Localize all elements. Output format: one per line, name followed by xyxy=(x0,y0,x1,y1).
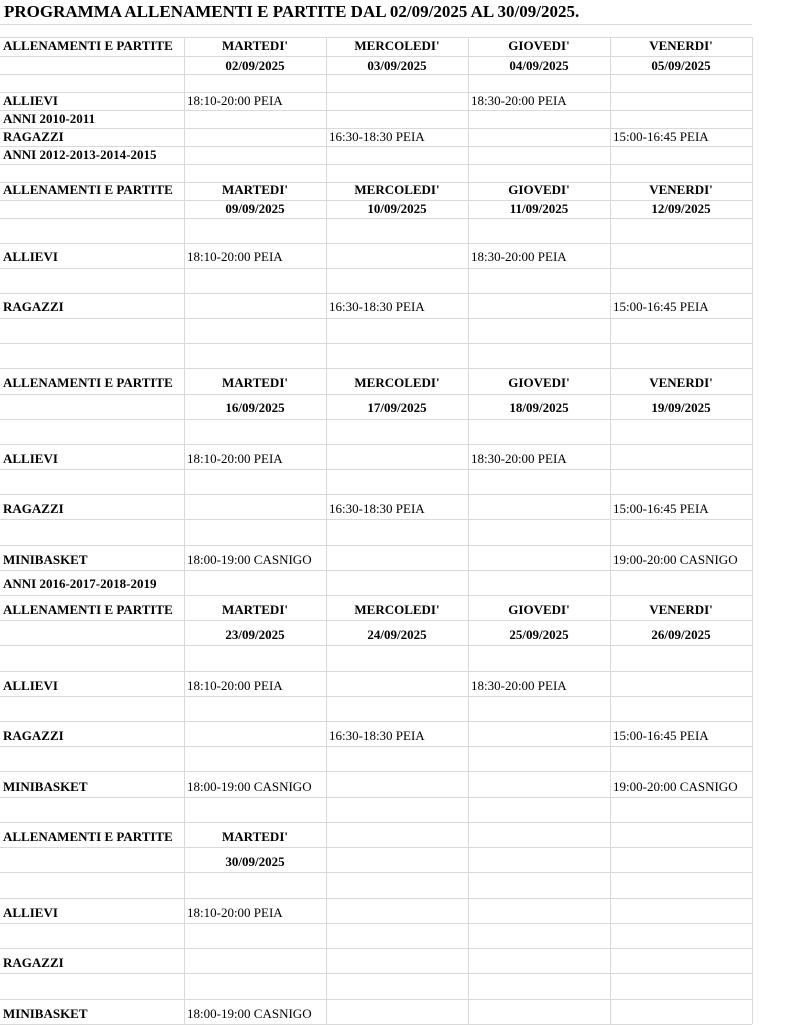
grid-row-line xyxy=(0,721,752,722)
schedule-cell: 15:00-16:45 PEIA xyxy=(613,501,709,516)
day-header: GIOVEDI' xyxy=(508,375,570,390)
row-label: ALLIEVI xyxy=(3,678,58,693)
row-label: ANNI 2012-2013-2014-2015 xyxy=(3,147,157,162)
date-header: 12/09/2025 xyxy=(651,201,711,216)
row-label: ALLIEVI xyxy=(3,93,58,108)
section-header-label: ALLENAMENTI E PARTITE xyxy=(3,182,173,197)
grid-row-line xyxy=(0,696,752,697)
row-label: RAGAZZI xyxy=(3,955,64,970)
day-header: VENERDI' xyxy=(649,182,713,197)
row-label: ANNI 2010-2011 xyxy=(3,111,96,126)
page-title: PROGRAMMA ALLENAMENTI E PARTITE DAL 02/09/2025 AL 30/09/2025. xyxy=(4,2,580,21)
day-header: MARTEDI' xyxy=(222,182,288,197)
grid-row-line xyxy=(0,368,752,369)
day-header: MERCOLEDI' xyxy=(354,375,440,390)
row-label: ANNI 2016-2017-2018-2019 xyxy=(3,576,157,591)
day-header: VENERDI' xyxy=(649,375,713,390)
grid-row-line xyxy=(0,872,752,873)
date-header: 30/09/2025 xyxy=(225,854,285,869)
schedule-cell: 18:30-20:00 PEIA xyxy=(471,678,567,693)
grid-row-line xyxy=(0,671,752,672)
grid-row-line xyxy=(0,268,752,269)
schedule-cell: 18:30-20:00 PEIA xyxy=(471,451,567,466)
grid-row-line xyxy=(0,948,752,949)
row-label: ALLIEVI xyxy=(3,249,58,264)
date-header: 23/09/2025 xyxy=(225,627,285,642)
day-header: MARTEDI' xyxy=(222,829,288,844)
schedule-cell: 18:30-20:00 PEIA xyxy=(471,93,567,108)
date-header: 25/09/2025 xyxy=(509,627,569,642)
day-header: VENERDI' xyxy=(649,38,713,53)
day-header: MERCOLEDI' xyxy=(354,182,440,197)
grid-row-line xyxy=(0,56,752,57)
date-header: 19/09/2025 xyxy=(651,400,711,415)
grid-row-line xyxy=(0,293,752,294)
grid-row-line xyxy=(0,771,752,772)
grid-row-line xyxy=(0,419,752,420)
grid-row-line xyxy=(0,898,752,899)
grid-row-line xyxy=(0,164,752,165)
day-header: MARTEDI' xyxy=(222,375,288,390)
row-label: ALLIEVI xyxy=(3,451,58,466)
day-header: GIOVEDI' xyxy=(508,38,570,53)
section-header-label: ALLENAMENTI E PARTITE xyxy=(3,829,173,844)
schedule-cell: 15:00-16:45 PEIA xyxy=(613,728,709,743)
grid-row-line xyxy=(0,74,752,75)
grid-row-line xyxy=(0,24,752,25)
date-header: 18/09/2025 xyxy=(509,400,569,415)
date-header: 10/09/2025 xyxy=(367,201,427,216)
schedule-cell: 18:10-20:00 PEIA xyxy=(187,451,283,466)
schedule-cell: 18:30-20:00 PEIA xyxy=(471,249,567,264)
row-label: MINIBASKET xyxy=(3,552,88,567)
date-header: 05/09/2025 xyxy=(651,58,711,73)
row-label: MINIBASKET xyxy=(3,779,88,794)
day-header: VENERDI' xyxy=(649,602,713,617)
grid-row-line xyxy=(0,595,752,596)
day-header: GIOVEDI' xyxy=(508,182,570,197)
day-header: MARTEDI' xyxy=(222,38,288,53)
row-label: RAGAZZI xyxy=(3,728,64,743)
schedule-cell: 16:30-18:30 PEIA xyxy=(329,299,425,314)
date-header: 09/09/2025 xyxy=(225,201,285,216)
grid-row-line xyxy=(0,318,752,319)
day-header: MARTEDI' xyxy=(222,602,288,617)
schedule-cell: 16:30-18:30 PEIA xyxy=(329,728,425,743)
grid-row-line xyxy=(0,243,752,244)
row-label: RAGAZZI xyxy=(3,501,64,516)
grid-row-line xyxy=(0,469,752,470)
grid-row-line xyxy=(0,620,752,621)
schedule-cell: 18:10-20:00 PEIA xyxy=(187,905,283,920)
section-header-label: ALLENAMENTI E PARTITE xyxy=(3,38,173,53)
grid-row-line xyxy=(0,822,752,823)
date-header: 11/09/2025 xyxy=(509,201,569,216)
day-header: MERCOLEDI' xyxy=(354,602,440,617)
date-header: 17/09/2025 xyxy=(367,400,427,415)
row-label: RAGAZZI xyxy=(3,129,64,144)
grid-row-line xyxy=(0,570,752,571)
grid-row-line xyxy=(0,645,752,646)
grid-row-line xyxy=(0,797,752,798)
schedule-cell: 18:10-20:00 PEIA xyxy=(187,249,283,264)
grid-row-line xyxy=(0,923,752,924)
grid-row-line xyxy=(0,444,752,445)
grid-row-line xyxy=(0,494,752,495)
row-label: RAGAZZI xyxy=(3,299,64,314)
day-header: GIOVEDI' xyxy=(508,602,570,617)
grid-row-line xyxy=(0,973,752,974)
date-header: 04/09/2025 xyxy=(509,58,569,73)
schedule-cell: 18:10-20:00 PEIA xyxy=(187,678,283,693)
schedule-cell: 18:10-20:00 PEIA xyxy=(187,93,283,108)
grid-row-line xyxy=(0,999,752,1000)
schedule-cell: 16:30-18:30 PEIA xyxy=(329,501,425,516)
row-label: ALLIEVI xyxy=(3,905,58,920)
section-header-label: ALLENAMENTI E PARTITE xyxy=(3,375,173,390)
grid-row-line xyxy=(0,545,752,546)
day-header: MERCOLEDI' xyxy=(354,38,440,53)
grid-row-line xyxy=(0,394,752,395)
grid-row-line xyxy=(0,746,752,747)
schedule-cell: 19:00-20:00 CASNIGO xyxy=(613,779,738,794)
schedule-cell: 18:00-19:00 CASNIGO xyxy=(187,1006,312,1021)
schedule-cell: 15:00-16:45 PEIA xyxy=(613,129,709,144)
grid-col-line xyxy=(752,37,753,1024)
grid-row-line xyxy=(0,343,752,344)
schedule-cell: 19:00-20:00 CASNIGO xyxy=(613,552,738,567)
date-header: 24/09/2025 xyxy=(367,627,427,642)
date-header: 02/09/2025 xyxy=(225,58,285,73)
schedule-cell: 15:00-16:45 PEIA xyxy=(613,299,709,314)
grid-row-line xyxy=(0,519,752,520)
grid-row-line xyxy=(0,847,752,848)
date-header: 26/09/2025 xyxy=(651,627,711,642)
row-label: MINIBASKET xyxy=(3,1006,88,1021)
date-header: 03/09/2025 xyxy=(367,58,427,73)
grid-row-line xyxy=(0,218,752,219)
schedule-cell: 18:00-19:00 CASNIGO xyxy=(187,552,312,567)
section-header-label: ALLENAMENTI E PARTITE xyxy=(3,602,173,617)
date-header: 16/09/2025 xyxy=(225,400,285,415)
schedule-cell: 16:30-18:30 PEIA xyxy=(329,129,425,144)
schedule-cell: 18:00-19:00 CASNIGO xyxy=(187,779,312,794)
